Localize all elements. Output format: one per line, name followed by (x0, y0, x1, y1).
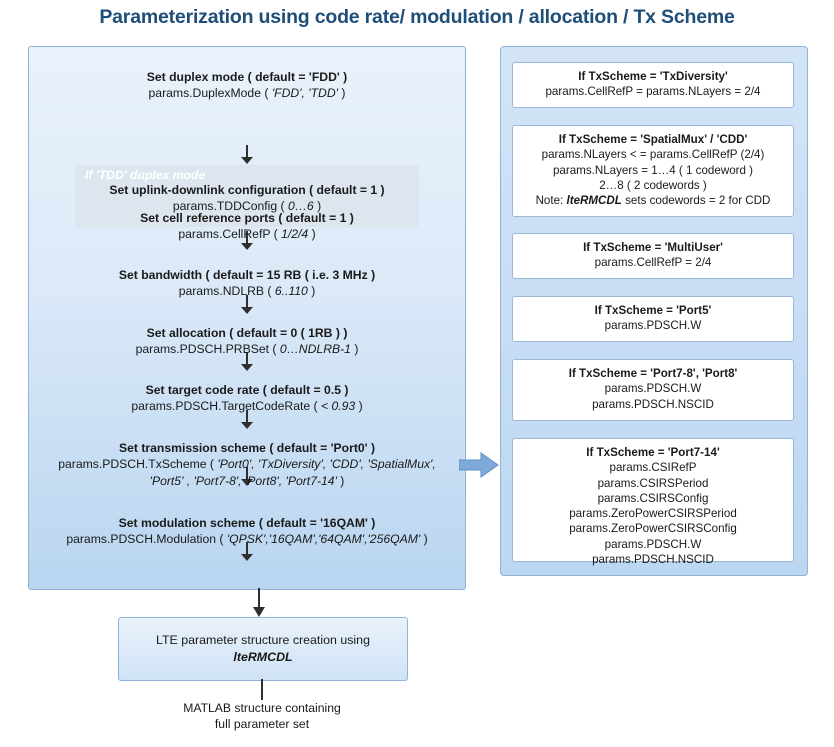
panel-link-arrow-icon (459, 452, 499, 478)
txscheme-box-port714 (512, 438, 794, 567)
bottom-box-function: lteRMCDL (233, 650, 293, 664)
cellrefp-param-values: 1/2/4 (281, 227, 309, 242)
step-bandwidth (29, 267, 465, 300)
modulation-param-pre: params.PDSCH.Modulation ( (66, 532, 227, 547)
prbset-param-values: 0…NDLRB-1 (279, 342, 351, 357)
duplex-param-pre: params.DuplexMode ( (148, 86, 272, 101)
port714-header: If TxScheme = 'Port7-14' (586, 446, 720, 459)
coderate-param-values: < 0.93 (320, 399, 356, 414)
txscheme-param-post: ) (336, 473, 345, 488)
port714-line-3: params.CSIRSConfig (597, 491, 709, 505)
step-allocation (29, 325, 465, 358)
bottom-box-to-caption-arrow-icon (255, 679, 269, 701)
step-modulation-scheme-param (29, 531, 465, 547)
step-transmission-scheme (29, 440, 465, 489)
ndlrb-param-values: 6..110 (274, 284, 308, 299)
tdd-param-pre: params.TDDConfig ( (172, 199, 288, 214)
connector-arrow-3 (241, 307, 253, 314)
spatialmux-line-3: 2…8 ( 2 codewords ) (599, 178, 707, 192)
output-caption (118, 700, 406, 733)
spatialmux-note-pre: Note: (535, 194, 567, 208)
port714-line-6: params.PDSCH.W (604, 537, 702, 551)
step-cell-ref-ports-title: Set cell reference ports ( default = 1 ) (140, 211, 354, 225)
connector-arrow-7 (241, 554, 253, 561)
multiuser-header: If TxScheme = 'MultiUser' (583, 241, 723, 254)
spatialmux-note-function: lteRMCDL (566, 194, 622, 208)
spatialmux-line-1: params.NLayers < = params.CellRefP (2/4) (541, 148, 765, 162)
tdd-param-post: ) (313, 199, 322, 214)
connector-arrow-1 (241, 157, 253, 164)
port714-line-1: params.CSIRefP (609, 461, 697, 475)
step-allocation-title: Set allocation ( default = 0 ( 1RB ) ) (146, 326, 348, 340)
connector-arrow-4 (241, 364, 253, 371)
txscheme-param-pre: params.PDSCH.TxScheme ( (58, 457, 218, 472)
page-title: Parameterization using code rate/ modulation / allocation / Tx Scheme (99, 6, 735, 28)
prbset-param-post: ) (350, 342, 359, 357)
duplex-param-post: ) (338, 86, 346, 101)
spatialmux-note (517, 193, 789, 208)
multiuser-line-1: params.CellRefP = 2/4 (594, 256, 712, 270)
connector-arrow-2 (241, 243, 253, 250)
step-duplex-mode-param (29, 85, 465, 101)
coderate-param-pre: params.PDSCH.TargetCodeRate ( (131, 399, 321, 414)
step-bandwidth-title: Set bandwidth ( default = 15 RB ( i.e. 3 MHz ) (118, 268, 376, 282)
ndlrb-param-post: ) (307, 284, 316, 299)
bottom-box-line1: LTE parameter structure creation using (156, 632, 370, 647)
spatialmux-note-post: sets codewords = 2 for CDD (621, 194, 771, 208)
step-cell-ref-ports-param (29, 226, 465, 242)
step-cell-ref-ports (29, 210, 465, 243)
spatialmux-header: If TxScheme = 'SpatialMux' / 'CDD' (558, 133, 748, 146)
step-target-code-rate-title: Set target code rate ( default = 0.5 ) (145, 383, 349, 397)
cellrefp-param-post: ) (308, 227, 316, 242)
duplex-param-values: 'FDD', 'TDD' (271, 86, 338, 101)
spatialmux-line-2: params.NLayers = 1…4 ( 1 codeword ) (552, 163, 754, 177)
tdd-subbox-header: If 'TDD' duplex mode (85, 168, 206, 182)
port714-line-4: params.ZeroPowerCSIRSPeriod (569, 507, 737, 521)
step-transmission-scheme-param-cont (29, 473, 465, 489)
txscheme-box-txdiversity (512, 62, 794, 108)
step-transmission-scheme-title: Set transmission scheme ( default = 'Port0' ) (118, 441, 376, 455)
txscheme-box-multiuser (512, 233, 794, 279)
ndlrb-param-pre: params.NDLRB ( (178, 284, 275, 299)
step-modulation-scheme-title: Set modulation scheme ( default = '16QAM' ) (118, 516, 376, 530)
txscheme-box-port78 (512, 359, 794, 421)
prbset-param-pre: params.PDSCH.PRBSet ( (135, 342, 280, 357)
cellrefp-param-pre: params.CellRefP ( (178, 227, 282, 242)
parameterization-panel (28, 46, 466, 590)
port714-line-5: params.ZeroPowerCSIRSConfig (569, 522, 737, 536)
step-duplex-mode-title: Set duplex mode ( default = 'FDD' ) (146, 70, 348, 84)
output-caption-line1: MATLAB structure containing (183, 701, 341, 715)
step-modulation-scheme (29, 515, 465, 548)
txdiversity-line-1: params.CellRefP = params.NLayers = 2/4 (545, 85, 761, 99)
tdd-subbox-line1: Set uplink-downlink configuration ( default = 1 ) (109, 183, 385, 197)
port5-header: If TxScheme = 'Port5' (594, 304, 712, 317)
txdiversity-header: If TxScheme = 'TxDiversity' (578, 70, 728, 83)
step-target-code-rate-param (29, 398, 465, 414)
port714-line-7: params.PDSCH.NSCID (592, 553, 714, 567)
modulation-param-post: ) (420, 532, 428, 547)
port78-line-1: params.PDSCH.W (604, 382, 702, 396)
step-transmission-scheme-param (29, 456, 465, 472)
panel-to-bottom-arrow-icon (252, 588, 266, 618)
lte-parameter-structure-box (118, 617, 408, 681)
output-caption-line2: full parameter set (214, 717, 310, 732)
txscheme-param-values1: 'Port0', 'TxDiversity', 'CDD', 'SpatialMux', (217, 457, 436, 472)
connector-arrow-5 (241, 422, 253, 429)
coderate-param-post: ) (355, 399, 363, 414)
step-target-code-rate (29, 382, 465, 415)
port78-line-2: params.PDSCH.NSCID (592, 397, 714, 411)
port5-line-1: params.PDSCH.W (604, 319, 702, 333)
port714-line-2: params.CSIRSPeriod (597, 476, 709, 490)
tdd-param-values: 0…6 (287, 199, 314, 214)
step-bandwidth-param (29, 283, 465, 299)
step-allocation-param (29, 341, 465, 357)
port78-header: If TxScheme = 'Port7-8', 'Port8' (568, 367, 738, 380)
modulation-param-values: 'QPSK','16QAM','64QAM','256QAM' (226, 532, 421, 547)
step-duplex-mode (29, 69, 465, 102)
txscheme-param-values2: 'Port5' , 'Port7-8', 'Port8', 'Port7-14' (149, 473, 337, 488)
txscheme-box-spatialmux-cdd (512, 125, 794, 217)
txscheme-box-port5 (512, 296, 794, 342)
